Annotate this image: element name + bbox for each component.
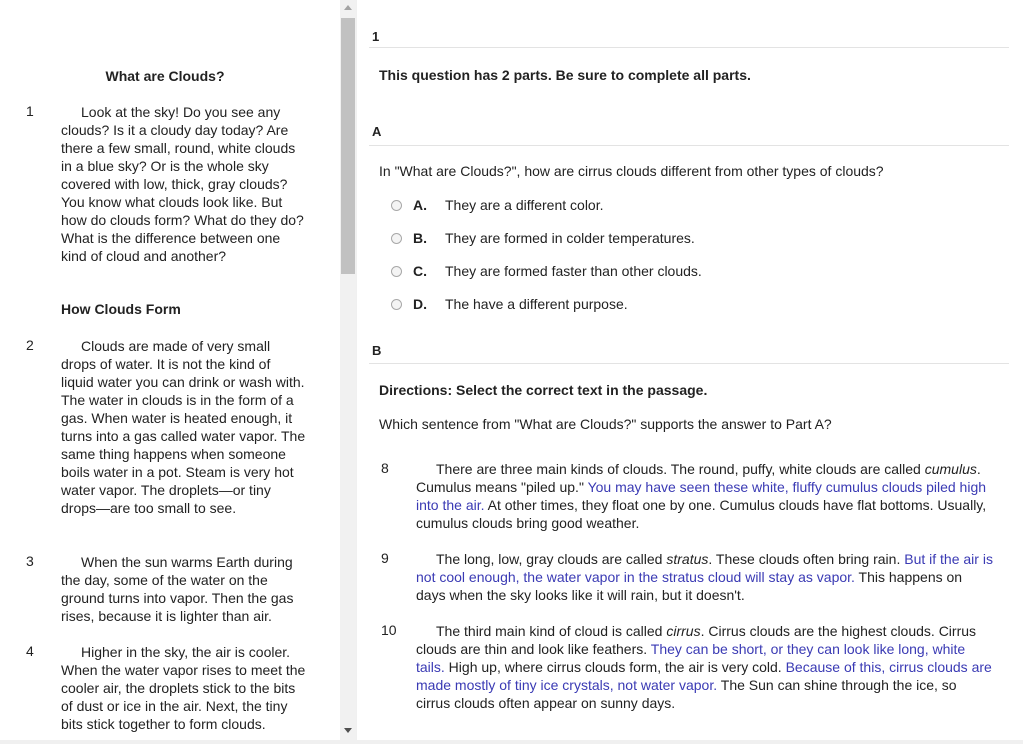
passage-subheading: How Clouds Form <box>61 301 181 317</box>
passage-title: What are Clouds? <box>105 68 225 84</box>
option-text[interactable]: They are a different color. <box>445 197 604 213</box>
excerpt-segment: cirrus <box>666 623 701 639</box>
paragraph-text: Clouds are made of very small drops of water. It is not the kind of liquid water you can drink or wash with. The water in clouds is in the form of a gas. When water is heated enough, it turns into a gas called water vapor. The same thing happens when someone boils water in a pot. Steam is very hot water vapor. The droplets—or tiny drops—are too small to see. <box>61 338 306 516</box>
excerpt-segment: The long, low, gray clouds are called <box>436 551 667 567</box>
option-letter: C. <box>413 263 427 279</box>
paragraph-number: 10 <box>381 622 397 638</box>
excerpt-segment: . These clouds often bring rain. <box>708 551 905 567</box>
paragraph-text: When the sun warms Earth during the day, some of the water on the ground turns into vapor. Then the gas rises, because it is lighter than air. <box>61 554 294 624</box>
part-b-prompt: Which sentence from "What are Clouds?" supports the answer to Part A? <box>379 416 832 432</box>
excerpt-segment: The third main kind of cloud is called <box>436 623 667 639</box>
radio-button-icon[interactable] <box>391 299 402 310</box>
excerpt-segment: There are three main kinds of clouds. The round, puffy, white clouds are called <box>436 461 925 477</box>
paragraph-number: 9 <box>381 550 389 566</box>
option-text[interactable]: The have a different purpose. <box>445 296 628 312</box>
selectable-sentence[interactable]: They can be short, or they can look like long, white tails. <box>416 641 966 675</box>
excerpt-text <box>416 622 994 712</box>
radio-button-icon[interactable] <box>391 233 402 244</box>
divider <box>369 47 1009 48</box>
paragraph-text: Look at the sky! Do you see any clouds? Is it a cloudy day today? Are there a few small, round, white clouds in a blue sky? Or is the whole sky covered with low, thick, gray clouds? You know what clouds look like. But how do clouds form? What do they do? What is the difference between one kind of cloud and another? <box>61 104 304 264</box>
option-text[interactable]: They are formed in colder temperatures. <box>445 230 695 246</box>
scroll-down-arrow-icon[interactable] <box>344 728 352 733</box>
part-b-label: B <box>372 343 382 358</box>
radio-button-icon[interactable] <box>391 266 402 277</box>
part-a-label: A <box>372 124 382 139</box>
excerpt-segment: cumulus <box>924 461 977 477</box>
question-pane <box>357 0 1023 740</box>
scroll-up-arrow-icon[interactable] <box>344 5 352 10</box>
question-number: 1 <box>372 29 380 44</box>
paragraph-number: 4 <box>26 643 34 659</box>
excerpt-segment: High up, where cirrus clouds form, the air is very cold. <box>444 659 786 675</box>
answer-option-c[interactable] <box>391 263 791 283</box>
paragraph-number: 3 <box>26 553 34 569</box>
part-a-prompt: In "What are Clouds?", how are cirrus clouds different from other types of clouds? <box>379 163 884 179</box>
paragraph-number: 1 <box>26 103 34 119</box>
option-letter: B. <box>413 230 427 246</box>
scroll-thumb[interactable] <box>341 18 355 274</box>
selectable-sentence[interactable]: Because of this, cirrus clouds are made mostly of tiny ice crystals, not water vapor. <box>416 659 992 693</box>
question-intro: This question has 2 parts. Be sure to complete all parts. <box>379 67 751 83</box>
divider <box>369 363 1009 364</box>
answer-option-d[interactable] <box>391 296 791 316</box>
answer-option-a[interactable] <box>391 197 791 217</box>
selectable-sentence[interactable]: But if the air is not cool enough, the water vapor in the stratus cloud will stay as vapor. <box>416 551 993 585</box>
part-b-directions: Directions: Select the correct text in the passage. <box>379 382 708 398</box>
radio-button-icon[interactable] <box>391 200 402 211</box>
paragraph-number: 8 <box>381 460 389 476</box>
excerpt-segment: . Cirrus clouds are the highest clouds. Cirrus clouds are thin and look like feathers. <box>416 623 977 657</box>
selectable-sentence[interactable]: You may have seen these white, fluffy cumulus clouds piled high into the air. <box>416 479 987 513</box>
option-letter: D. <box>413 296 427 312</box>
paragraph-number: 2 <box>26 337 34 353</box>
excerpt-text <box>416 460 994 532</box>
excerpt-segment: . Cumulus means "piled up." <box>416 461 981 495</box>
excerpt-segment: This happens on days when the sky looks like it will rain, but it doesn't. <box>416 569 963 603</box>
paragraph-text: Higher in the sky, the air is cooler. When the water vapor rises to meet the cooler air, the droplets stick to the bits of dust or ice in the air. Next, the tiny bits stick together to form clouds. <box>61 644 306 732</box>
passage-pane[interactable] <box>0 0 340 740</box>
passage-scrollbar[interactable] <box>340 0 356 740</box>
answer-option-b[interactable] <box>391 230 791 250</box>
excerpt-segment: stratus <box>666 551 709 567</box>
option-text[interactable]: They are formed faster than other clouds. <box>445 263 702 279</box>
excerpt-segment: The Sun can shine through the ice, so cirrus clouds often appear on sunny days. <box>416 677 957 711</box>
excerpt-segment: At other times, they float one by one. Cumulus clouds have flat bottoms. Usually, cumulus clouds bring good weather. <box>416 497 987 531</box>
divider <box>369 145 1009 146</box>
excerpt-text <box>416 550 994 604</box>
option-letter: A. <box>413 197 427 213</box>
